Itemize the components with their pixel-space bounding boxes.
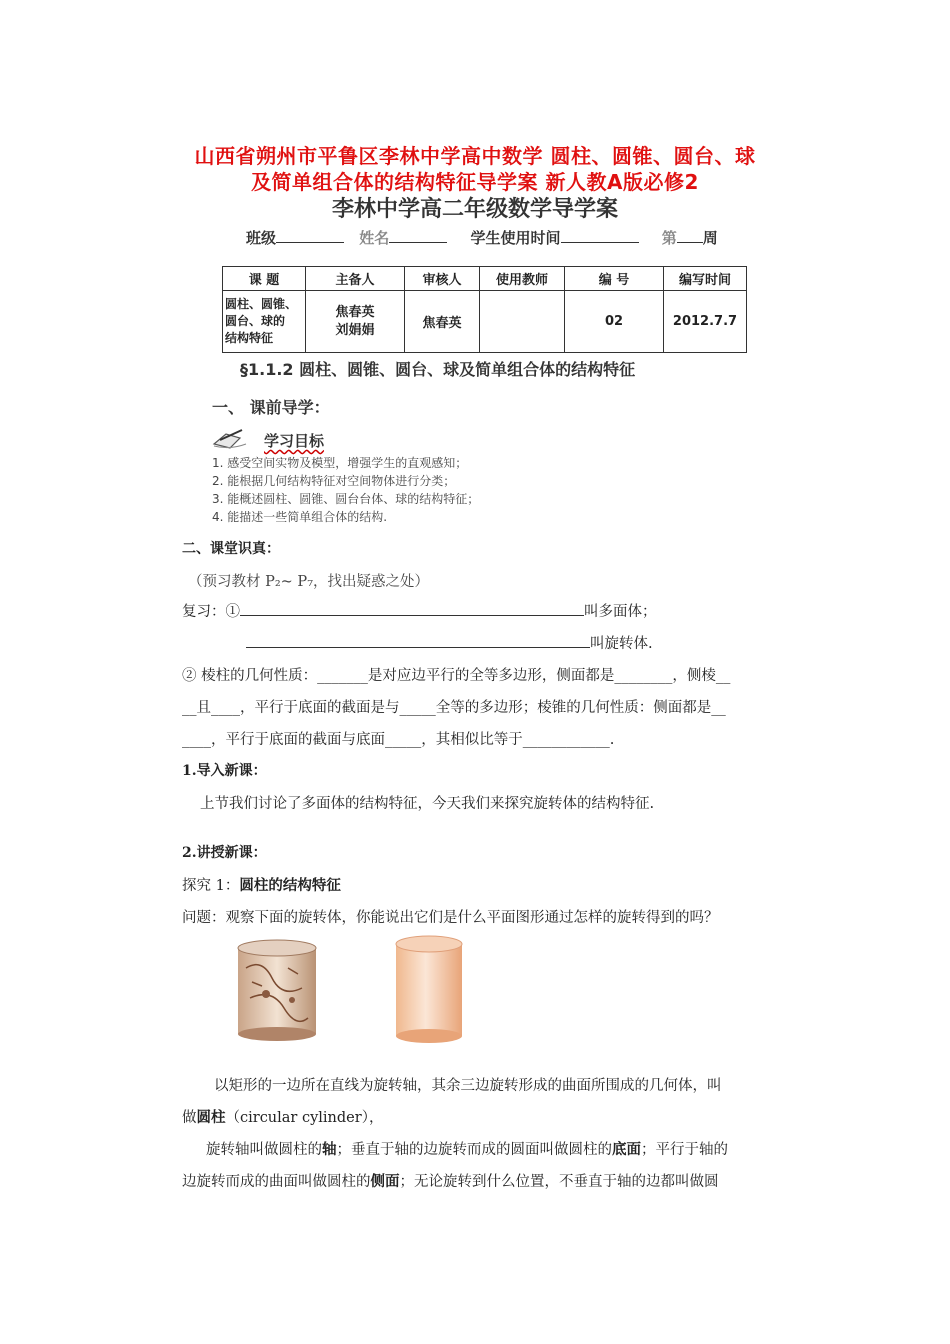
prism-line-2: __且____，平行于底面的截面是与_____全等的多边形；棱锥的几何性质：侧面都是__ bbox=[182, 700, 726, 716]
week-blank bbox=[677, 228, 703, 243]
teacher-cell bbox=[480, 291, 565, 353]
goal-item: 3. 能概述圆柱、圆锥、圆台台体、球的结构特征； bbox=[212, 492, 480, 506]
review-line-1 bbox=[182, 600, 657, 621]
goals-heading-block bbox=[212, 426, 352, 454]
header-date: 编写时间 bbox=[664, 267, 747, 291]
term-lateral-surface: 侧面 bbox=[370, 1173, 400, 1190]
week-suffix: 周 bbox=[702, 229, 718, 247]
document-title-line-1: 山西省朔州市平鲁区李林中学高中数学 圆柱、圆锥、圆台、球 bbox=[194, 144, 756, 168]
class-blank bbox=[276, 228, 344, 243]
review-polyhedron: 叫多面体； bbox=[584, 604, 657, 620]
term-axis: 轴 bbox=[322, 1141, 337, 1158]
header-author: 主备人 bbox=[306, 267, 405, 291]
parts-line-1 bbox=[206, 1138, 728, 1159]
parts-line-2 bbox=[182, 1170, 719, 1191]
name-blank bbox=[389, 228, 447, 243]
goal-item: 2. 能根据几何结构特征对空间物体进行分类； bbox=[212, 474, 456, 488]
text-segment: 边旋转而成的曲面叫做圆柱的 bbox=[182, 1174, 371, 1190]
header-number: 编 号 bbox=[565, 267, 664, 291]
author-cell bbox=[306, 291, 405, 353]
goal-item: 1. 感受空间实物及模型，增强学生的直观感知； bbox=[212, 456, 468, 470]
term-cylinder: 圆柱 bbox=[196, 1109, 226, 1126]
section-title: §1.1.2 圆柱、圆锥、圆台、球及简单组合体的结构特征 bbox=[240, 360, 636, 379]
definition-prefix: 做 bbox=[182, 1110, 197, 1126]
course-info-table bbox=[222, 266, 747, 353]
prism-line-1: ② 棱柱的几何性质：_______是对应边平行的全等多边形，侧面都是________，侧棱__ bbox=[182, 668, 731, 684]
review-label: 复习：① bbox=[182, 604, 240, 620]
term-base: 底面 bbox=[612, 1141, 641, 1158]
reviewer-cell: 焦春英 bbox=[405, 291, 480, 353]
text-segment: ；垂直于轴的边旋转而成的圆面叫做圆柱的 bbox=[336, 1142, 612, 1158]
topic-line: 圆台、球的 bbox=[225, 314, 286, 328]
part1-heading: 一、 课前导学： bbox=[212, 398, 330, 417]
text-segment: 旋转轴叫做圆柱的 bbox=[206, 1142, 322, 1158]
intro-heading: 1.导入新课： bbox=[182, 763, 267, 779]
explore-title: 圆柱的结构特征 bbox=[239, 877, 341, 894]
document-title-line-2: 及简单组合体的结构特征导学案 新人教A版必修2 bbox=[251, 170, 699, 194]
name-label: 姓名 bbox=[359, 229, 390, 247]
number-cell: 02 bbox=[565, 291, 664, 353]
student-info-row bbox=[246, 227, 718, 248]
week-prefix: 第 bbox=[661, 229, 677, 247]
carved-cylinder-image bbox=[232, 938, 322, 1042]
prism-line-3: ____，平行于底面的截面与底面_____，其相似比等于____________. bbox=[182, 732, 615, 748]
topic-cell bbox=[223, 291, 306, 353]
header-reviewer: 审核人 bbox=[405, 267, 480, 291]
topic-line: 圆柱、圆锥、 bbox=[225, 297, 298, 311]
definition-line-1: 以矩形的一边所在直线为旋转轴，其余三边旋转形成的曲面所围成的几何体，叫 bbox=[214, 1078, 722, 1094]
header-topic: 课 题 bbox=[223, 267, 306, 291]
author-name: 刘娟娟 bbox=[335, 322, 375, 338]
goals-list bbox=[212, 454, 479, 526]
explore-line bbox=[182, 874, 341, 895]
goals-heading: 学习目标 bbox=[264, 432, 325, 450]
author-name: 焦春英 bbox=[335, 304, 375, 320]
cylinder-image bbox=[392, 934, 466, 1046]
topic-line: 结构特征 bbox=[225, 331, 274, 345]
explore-label: 探究 1： bbox=[182, 878, 240, 894]
class-label: 班级 bbox=[246, 229, 277, 247]
definition-suffix: （circular cylinder）， bbox=[225, 1110, 384, 1126]
goal-item: 4. 能描述一些简单组合体的结构. bbox=[212, 510, 388, 524]
question-text: 问题：观察下面的旋转体，你能说出它们是什么平面图形通过怎样的旋转得到的吗？ bbox=[182, 910, 719, 926]
definition-line-2 bbox=[182, 1106, 383, 1127]
text-segment: ；平行于轴的 bbox=[641, 1142, 728, 1158]
school-title: 李林中学高二年级数学导学案 bbox=[331, 197, 618, 222]
part2-heading: 二、课堂识真： bbox=[182, 541, 280, 557]
time-label: 学生使用时间 bbox=[470, 229, 561, 247]
date-cell: 2012.7.7 bbox=[664, 291, 747, 353]
review-rotation: 叫旋转体. bbox=[590, 636, 653, 652]
intro-text: 上节我们讨论了多面体的结构特征，今天我们来探究旋转体的结构特征. bbox=[200, 796, 655, 812]
review-blank-1 bbox=[240, 601, 584, 616]
teach-heading: 2.讲授新课： bbox=[182, 845, 267, 861]
preview-note: （预习教材 P₂~ P₇，找出疑惑之处） bbox=[188, 574, 430, 590]
review-blank-2 bbox=[246, 633, 590, 648]
header-teacher: 使用教师 bbox=[480, 267, 565, 291]
pen-book-icon bbox=[212, 428, 248, 450]
text-segment: ；无论旋转到什么位置，不垂直于轴的边都叫做圆 bbox=[399, 1174, 719, 1190]
time-blank bbox=[561, 228, 639, 243]
review-line-2 bbox=[246, 632, 653, 653]
